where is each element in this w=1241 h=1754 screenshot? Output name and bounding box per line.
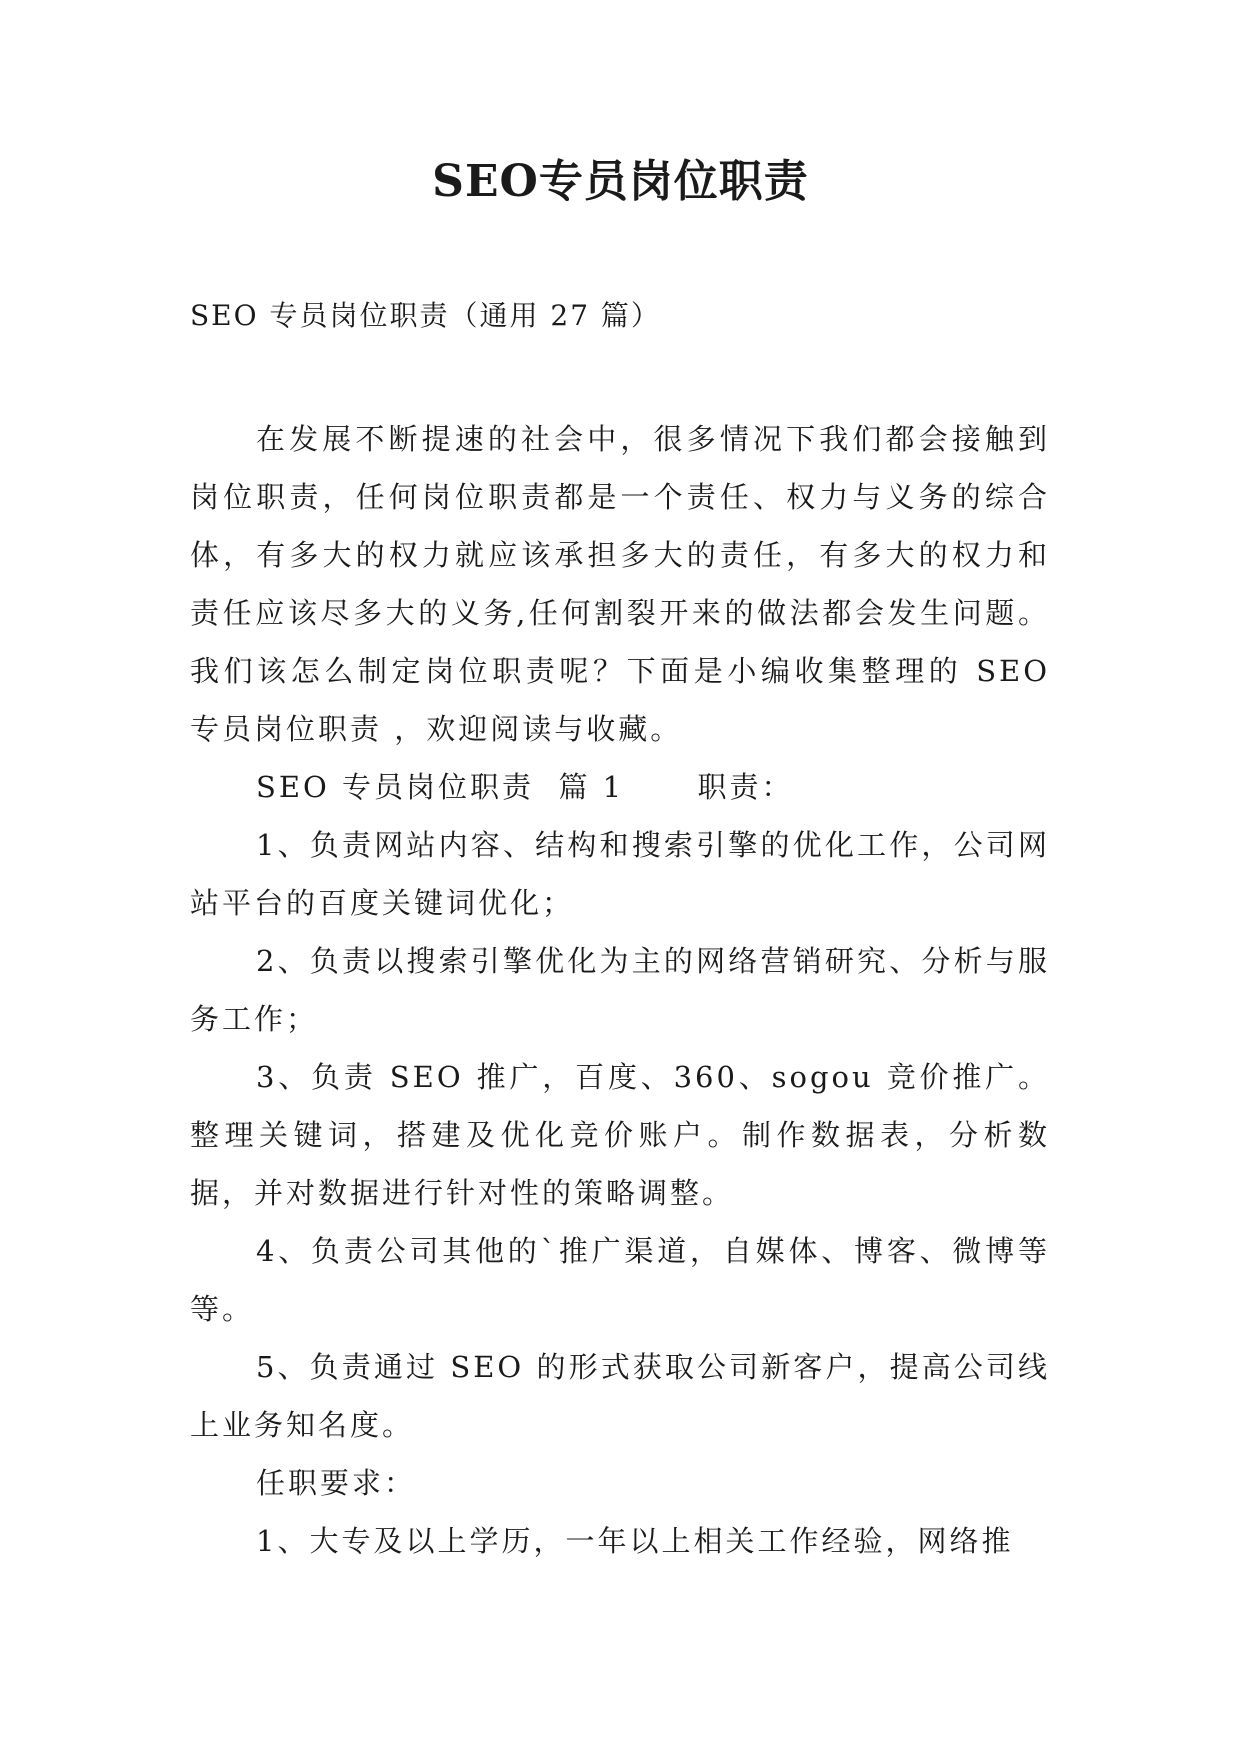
requirement-item: 1、大专及以上学历，一年以上相关工作经验，网络推 [256, 1524, 1014, 1558]
document-title: SEO专员岗位职责 [432, 156, 809, 207]
duty-item: 2、负责以搜索引擎优化为主的网络营销研究、分析与服务工作； [190, 944, 1050, 1036]
duty-item: 3、负责 SEO 推广，百度、360、sogou 竞价推广。整理关键词，搭建及优化竞价账户。制作数据表，分析数据，并对数据进行针对性的策略调整。 [190, 1060, 1050, 1210]
document-body [190, 410, 1050, 1570]
duty-item: 1、负责网站内容、结构和搜索引擎的优化工作，公司网站平台的百度关键词优化； [190, 828, 1050, 920]
intro-paragraph: 在发展不断提速的社会中，很多情况下我们都会接触到岗位职责，任何岗位职责都是一个责任、权力与义务的综合体，有多大的权力就应该承担多大的责任，有多大的权力和责任应该尽多大的义务,任何割裂开来的做法都会发生问题。我们该怎么制定岗位职责呢？下面是小编收集整理的 SEO 专员岗位职责 ，欢迎阅读与收藏。 [190, 422, 1050, 746]
requirements-heading: 任职要求： [256, 1466, 417, 1500]
duty-item: 5、负责通过 SEO 的形式获取公司新客户，提高公司线上业务知名度。 [190, 1350, 1050, 1442]
document-subtitle: SEO 专员岗位职责（通用 27 篇） [190, 299, 661, 332]
section-heading: SEO 专员岗位职责 篇 1 职责： [256, 770, 794, 804]
duty-item: 4、负责公司其他的`推广渠道，自媒体、博客、微博等等。 [190, 1234, 1050, 1326]
